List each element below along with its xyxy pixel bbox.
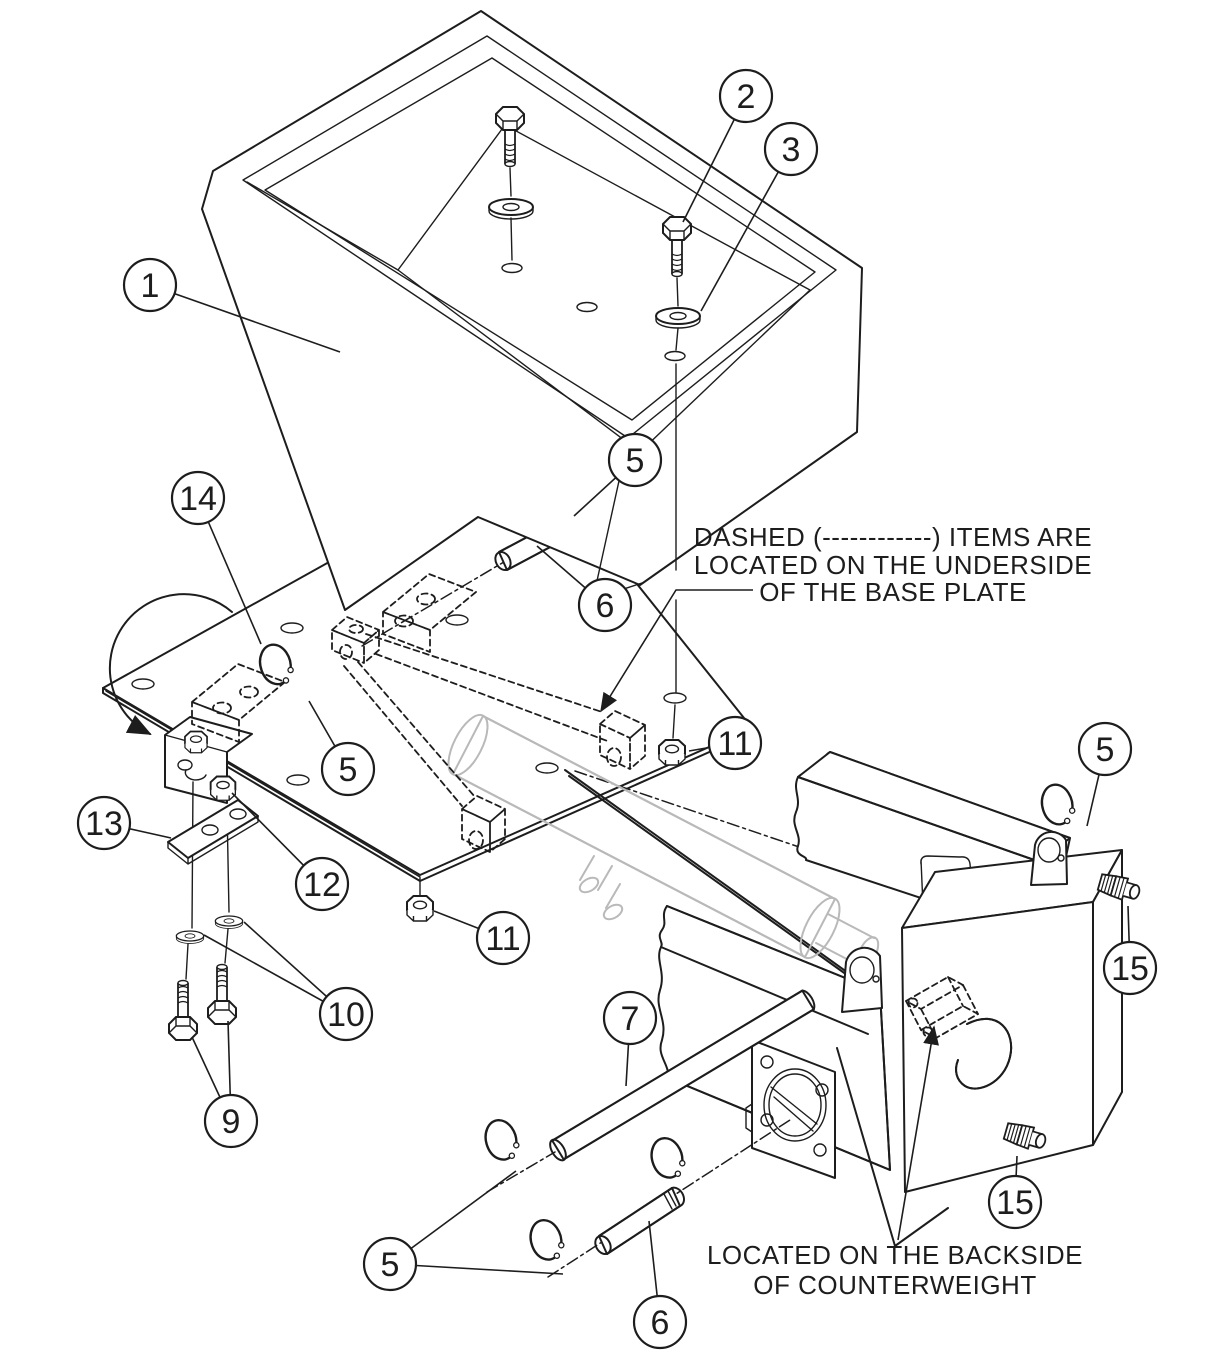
- callout-number-5: 5: [1095, 731, 1115, 769]
- washer-3a: [489, 199, 533, 219]
- note-backside: LOCATED ON THE BACKSIDE OF COUNTERWEIGHT: [706, 1240, 1084, 1300]
- snap-ring-5f: [647, 1134, 687, 1181]
- callout-number-5: 5: [625, 442, 645, 480]
- washer-10b: [215, 916, 242, 928]
- callout-number-15: 15: [996, 1184, 1034, 1222]
- bolt-9a: [169, 981, 197, 1041]
- callout-number-12: 12: [303, 866, 341, 904]
- bolt-9b: [208, 965, 236, 1025]
- callout-number-1: 1: [140, 267, 160, 305]
- callout-number-11: 11: [485, 920, 521, 958]
- pivot-lug-right: [1031, 832, 1067, 885]
- callout-number-5: 5: [380, 1246, 400, 1284]
- pivot-lug-left: [842, 948, 882, 1012]
- nut-11-left: [407, 878, 433, 921]
- washer-10a: [176, 931, 203, 943]
- callout-number-7: 7: [620, 1000, 640, 1038]
- snap-ring-5d: [481, 1116, 521, 1163]
- callout-number-11: 11: [717, 725, 753, 763]
- callout-number-13: 13: [85, 805, 123, 843]
- note-underside: DASHED (------------) ITEMS ARE LOCATED ON THE UNDERSIDE OF THE BASE PLATE: [693, 522, 1093, 607]
- snap-ring-5c: [1038, 782, 1077, 828]
- callout-number-6: 6: [595, 587, 615, 625]
- washer-3b: [656, 308, 700, 328]
- pin-6-bottom: [592, 1188, 684, 1257]
- callout-number-14: 14: [179, 480, 217, 518]
- callout-number-3: 3: [781, 131, 801, 169]
- callout-number-5: 5: [338, 751, 358, 789]
- callout-number-6: 6: [650, 1304, 670, 1342]
- callout-number-2: 2: [736, 78, 756, 116]
- callout-number-9: 9: [221, 1103, 241, 1141]
- snap-ring-5e: [526, 1216, 566, 1263]
- callout-number-15: 15: [1111, 950, 1149, 988]
- callout-number-10: 10: [327, 996, 365, 1034]
